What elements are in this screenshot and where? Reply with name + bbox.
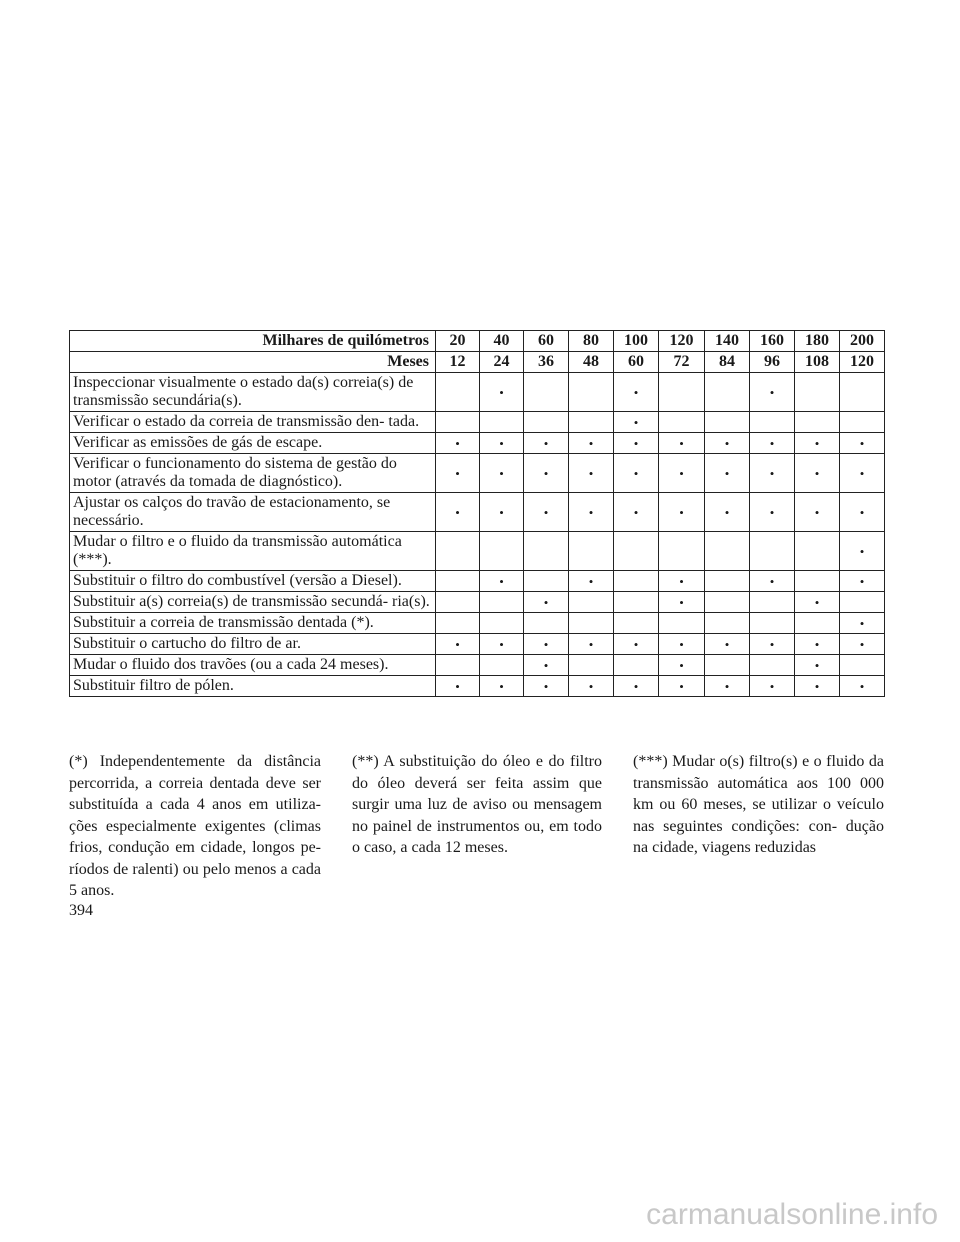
empty-cell: [750, 592, 795, 613]
service-bullet: •: [524, 592, 569, 613]
maintenance-schedule-table: [69, 330, 885, 697]
service-bullet: •: [659, 454, 705, 493]
service-bullet: •: [705, 676, 750, 697]
table-row: [70, 571, 885, 592]
service-bullet: •: [795, 493, 840, 532]
km-value: 140: [705, 331, 750, 352]
footnote-timing-belt: (*) Independentemente da distância percorrida, a correia dentada deve ser substituída a cada 4 anos em utiliza- ções especialmente exigentes (climas frios, condução em cidade, longos pe- ríodos de ralenti) ou pelo menos a cada 5 anos.: [69, 753, 321, 899]
months-value: 72: [659, 352, 705, 373]
task-label: Substituir a(s) correia(s) de transmissão secundá- ria(s).: [70, 592, 436, 613]
service-bullet: •: [659, 592, 705, 613]
service-bullet: •: [750, 676, 795, 697]
empty-cell: [750, 532, 795, 571]
km-value: 120: [659, 331, 705, 352]
page-number: 394: [69, 902, 93, 919]
empty-cell: [524, 571, 569, 592]
km-value: 80: [569, 331, 614, 352]
empty-cell: [524, 373, 569, 412]
service-bullet: •: [659, 493, 705, 532]
months-value: 12: [436, 352, 480, 373]
empty-cell: [614, 571, 659, 592]
km-header-label: Milhares de quilómetros: [70, 331, 436, 352]
task-label: Ajustar os calços do travão de estacionamento, se necessário.: [70, 493, 436, 532]
empty-cell: [705, 412, 750, 433]
km-value: 60: [524, 331, 569, 352]
service-bullet: •: [750, 454, 795, 493]
service-bullet: •: [480, 634, 524, 655]
empty-cell: [705, 592, 750, 613]
empty-cell: [750, 412, 795, 433]
empty-cell: [705, 655, 750, 676]
service-bullet: •: [750, 433, 795, 454]
service-bullet: •: [524, 634, 569, 655]
empty-cell: [705, 373, 750, 412]
empty-cell: [795, 571, 840, 592]
empty-cell: [659, 373, 705, 412]
empty-cell: [524, 613, 569, 634]
table-row: [70, 454, 885, 493]
service-bullet: •: [795, 592, 840, 613]
service-bullet: •: [524, 454, 569, 493]
task-label: Inspeccionar visualmente o estado da(s) correia(s) de transmissão secundária(s).: [70, 373, 436, 412]
service-bullet: •: [840, 571, 885, 592]
empty-cell: [795, 613, 840, 634]
empty-cell: [569, 592, 614, 613]
empty-cell: [795, 412, 840, 433]
months-header-row: [70, 352, 885, 373]
service-bullet: •: [524, 493, 569, 532]
empty-cell: [705, 532, 750, 571]
service-bullet: •: [524, 433, 569, 454]
service-bullet: •: [480, 373, 524, 412]
table-row: [70, 412, 885, 433]
service-bullet: •: [436, 454, 480, 493]
empty-cell: [795, 532, 840, 571]
service-bullet: •: [705, 493, 750, 532]
table-row: [70, 634, 885, 655]
service-bullet: •: [840, 433, 885, 454]
empty-cell: [750, 655, 795, 676]
empty-cell: [705, 613, 750, 634]
empty-cell: [840, 592, 885, 613]
empty-cell: [705, 571, 750, 592]
service-bullet: •: [569, 454, 614, 493]
service-bullet: •: [524, 655, 569, 676]
service-bullet: •: [480, 676, 524, 697]
watermark-logo: carmanualsonline.info: [646, 1198, 938, 1231]
table-row: [70, 373, 885, 412]
footnote-automatic-transmission: (***) Mudar o(s) filtro(s) e o fluido da transmissão automática aos 100 000 km ou 60 meses, se utilizar o veículo nas seguintes condições: con- dução na cidade, viagens reduzidas: [633, 753, 884, 856]
empty-cell: [614, 613, 659, 634]
empty-cell: [436, 655, 480, 676]
empty-cell: [614, 655, 659, 676]
service-bullet: •: [569, 634, 614, 655]
service-bullet: •: [569, 433, 614, 454]
empty-cell: [436, 592, 480, 613]
service-bullet: •: [795, 634, 840, 655]
service-bullet: •: [795, 433, 840, 454]
empty-cell: [524, 412, 569, 433]
service-bullet: •: [659, 433, 705, 454]
empty-cell: [659, 412, 705, 433]
service-bullet: •: [480, 571, 524, 592]
service-bullet: •: [840, 493, 885, 532]
service-bullet: •: [614, 412, 659, 433]
table-row: [70, 493, 885, 532]
empty-cell: [569, 373, 614, 412]
service-bullet: •: [614, 493, 659, 532]
km-value: 160: [750, 331, 795, 352]
task-label: Verificar o estado da correia de transmissão den- tada.: [70, 412, 436, 433]
empty-cell: [569, 412, 614, 433]
footnote-oil-change: (**) A substituição do óleo e do filtro do óleo deverá ser feita assim que surgir uma luz de aviso ou mensagem no painel de instrumentos ou, em todo o caso, a cada 12 meses.: [352, 753, 602, 856]
service-bullet: •: [705, 433, 750, 454]
empty-cell: [614, 532, 659, 571]
service-bullet: •: [840, 676, 885, 697]
task-label: Substituir filtro de pólen.: [70, 676, 436, 697]
empty-cell: [659, 532, 705, 571]
service-bullet: •: [750, 373, 795, 412]
table-row: [70, 592, 885, 613]
km-value: 100: [614, 331, 659, 352]
service-bullet: •: [840, 613, 885, 634]
task-label: Substituir o cartucho do filtro de ar.: [70, 634, 436, 655]
service-bullet: •: [614, 373, 659, 412]
service-bullet: •: [659, 655, 705, 676]
service-bullet: •: [795, 454, 840, 493]
empty-cell: [436, 571, 480, 592]
table-row: [70, 433, 885, 454]
task-label: Mudar o fluido dos travões (ou a cada 24 meses).: [70, 655, 436, 676]
service-bullet: •: [436, 634, 480, 655]
empty-cell: [524, 532, 569, 571]
empty-cell: [569, 655, 614, 676]
months-value: 48: [569, 352, 614, 373]
service-bullet: •: [614, 454, 659, 493]
service-bullet: •: [436, 433, 480, 454]
task-label: Verificar as emissões de gás de escape.: [70, 433, 436, 454]
empty-cell: [840, 412, 885, 433]
service-bullet: •: [659, 634, 705, 655]
service-bullet: •: [569, 571, 614, 592]
task-label: Verificar o funcionamento do sistema de gestão do motor (através da tomada de diagnóstico).: [70, 454, 436, 493]
months-value: 84: [705, 352, 750, 373]
km-value: 200: [840, 331, 885, 352]
service-bullet: •: [659, 676, 705, 697]
empty-cell: [795, 373, 840, 412]
service-bullet: •: [480, 433, 524, 454]
task-label: Substituir a correia de transmissão dentada (*).: [70, 613, 436, 634]
empty-cell: [436, 532, 480, 571]
km-value: 180: [795, 331, 840, 352]
service-bullet: •: [795, 655, 840, 676]
service-bullet: •: [659, 571, 705, 592]
service-bullet: •: [524, 676, 569, 697]
service-bullet: •: [614, 433, 659, 454]
months-value: 60: [614, 352, 659, 373]
service-bullet: •: [750, 571, 795, 592]
months-value: 120: [840, 352, 885, 373]
service-bullet: •: [750, 493, 795, 532]
empty-cell: [436, 613, 480, 634]
table-row: [70, 676, 885, 697]
schedule-body: [70, 373, 885, 697]
months-value: 36: [524, 352, 569, 373]
task-label: Mudar o filtro e o fluido da transmissão automática (***).: [70, 532, 436, 571]
service-bullet: •: [705, 634, 750, 655]
service-bullet: •: [436, 493, 480, 532]
empty-cell: [750, 613, 795, 634]
empty-cell: [840, 655, 885, 676]
months-value: 108: [795, 352, 840, 373]
months-value: 96: [750, 352, 795, 373]
empty-cell: [569, 532, 614, 571]
service-bullet: •: [569, 676, 614, 697]
table-row: [70, 613, 885, 634]
service-bullet: •: [840, 634, 885, 655]
months-value: 24: [480, 352, 524, 373]
empty-cell: [480, 655, 524, 676]
table-row: [70, 655, 885, 676]
months-header-label: Meses: [70, 352, 436, 373]
empty-cell: [436, 412, 480, 433]
km-header-row: [70, 331, 885, 352]
service-bullet: •: [614, 634, 659, 655]
empty-cell: [659, 613, 705, 634]
service-bullet: •: [795, 676, 840, 697]
service-bullet: •: [436, 676, 480, 697]
table-row: [70, 532, 885, 571]
service-bullet: •: [840, 454, 885, 493]
service-bullet: •: [480, 454, 524, 493]
task-label: Substituir o filtro do combustível (versão a Diesel).: [70, 571, 436, 592]
empty-cell: [480, 532, 524, 571]
empty-cell: [436, 373, 480, 412]
service-bullet: •: [614, 676, 659, 697]
empty-cell: [480, 613, 524, 634]
service-bullet: •: [840, 532, 885, 571]
km-value: 40: [480, 331, 524, 352]
service-bullet: •: [705, 454, 750, 493]
service-bullet: •: [480, 493, 524, 532]
empty-cell: [569, 613, 614, 634]
empty-cell: [480, 592, 524, 613]
km-value: 20: [436, 331, 480, 352]
empty-cell: [614, 592, 659, 613]
service-bullet: •: [569, 493, 614, 532]
empty-cell: [480, 412, 524, 433]
service-bullet: •: [750, 634, 795, 655]
empty-cell: [840, 373, 885, 412]
